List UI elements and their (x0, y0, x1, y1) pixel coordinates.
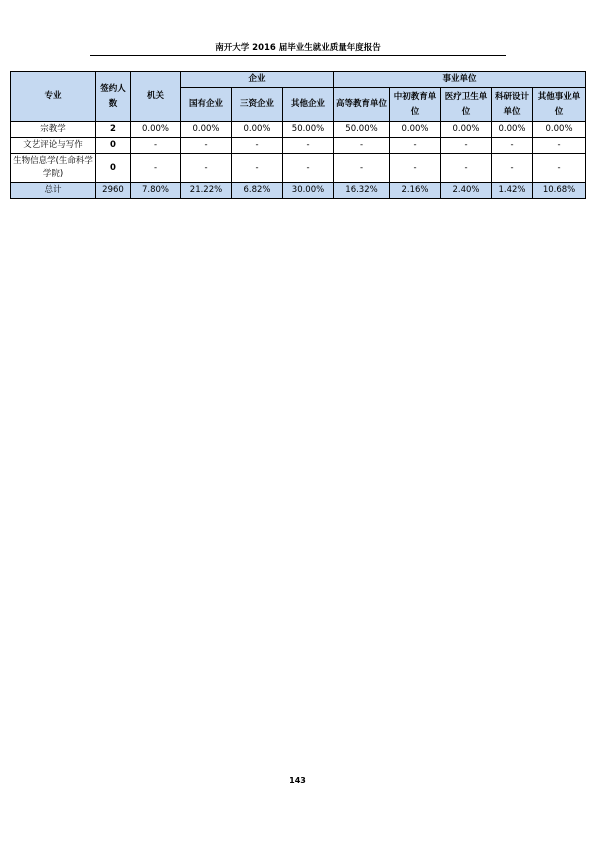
employment-table (10, 71, 586, 199)
row-cell: - (283, 154, 334, 183)
header-signed-count: 签约人数 (96, 72, 131, 122)
row-cell: 0.00% (533, 122, 586, 138)
row-major: 文艺评论与写作 (11, 138, 96, 154)
row-cell: 0.00% (492, 122, 533, 138)
total-label: 总计 (11, 183, 96, 199)
row-cell: - (181, 154, 232, 183)
row-cell: 0.00% (131, 122, 181, 138)
row-cell: - (533, 154, 586, 183)
row-cell: - (441, 138, 492, 154)
table-row (11, 138, 586, 154)
total-cell: 6.82% (232, 183, 283, 199)
page-header: 南开大学 2016 届毕业生就业质量年度报告 (90, 43, 506, 56)
header-institution-higher-edu: 高等教育单位 (334, 88, 390, 122)
row-cell: - (181, 138, 232, 154)
header-enterprise-group: 企业 (181, 72, 334, 88)
header-institution-other: 其他事业单位 (533, 88, 586, 122)
header-row-top (11, 72, 586, 88)
row-count: 0 (96, 138, 131, 154)
row-cell: 0.00% (181, 122, 232, 138)
row-major: 生物信息学(生命科学学院) (11, 154, 96, 183)
total-cell: 30.00% (283, 183, 334, 199)
header-enterprise-state: 国有企业 (181, 88, 232, 122)
row-cell: - (131, 154, 181, 183)
row-cell: - (533, 138, 586, 154)
total-row (11, 183, 586, 199)
row-cell: - (232, 138, 283, 154)
header-government: 机关 (131, 72, 181, 122)
total-cell: 1.42% (492, 183, 533, 199)
row-cell: 0.00% (232, 122, 283, 138)
row-cell: - (131, 138, 181, 154)
total-cell: 2.40% (441, 183, 492, 199)
header-institution-research: 科研设计单位 (492, 88, 533, 122)
table-row (11, 154, 586, 183)
header-institution-group: 事业单位 (334, 72, 586, 88)
total-cell: 10.68% (533, 183, 586, 199)
row-cell: - (232, 154, 283, 183)
header-major: 专业 (11, 72, 96, 122)
row-cell: - (390, 154, 441, 183)
total-cell: 7.80% (131, 183, 181, 199)
row-count: 0 (96, 154, 131, 183)
header-enterprise-other: 其他企业 (283, 88, 334, 122)
header-enterprise-foreign: 三资企业 (232, 88, 283, 122)
row-cell: 50.00% (334, 122, 390, 138)
page-number: 143 (289, 776, 306, 785)
row-cell: - (283, 138, 334, 154)
row-cell: 0.00% (390, 122, 441, 138)
table-row (11, 122, 586, 138)
header-institution-primary-edu: 中初教育单位 (390, 88, 441, 122)
row-cell: - (334, 154, 390, 183)
row-cell: - (334, 138, 390, 154)
row-cell: - (492, 154, 533, 183)
header-institution-medical: 医疗卫生单位 (441, 88, 492, 122)
row-cell: - (492, 138, 533, 154)
total-cell: 16.32% (334, 183, 390, 199)
row-cell: - (441, 154, 492, 183)
row-cell: 0.00% (441, 122, 492, 138)
row-major: 宗教学 (11, 122, 96, 138)
row-count: 2 (96, 122, 131, 138)
total-count: 2960 (96, 183, 131, 199)
total-cell: 2.16% (390, 183, 441, 199)
total-cell: 21.22% (181, 183, 232, 199)
row-cell: - (390, 138, 441, 154)
row-cell: 50.00% (283, 122, 334, 138)
